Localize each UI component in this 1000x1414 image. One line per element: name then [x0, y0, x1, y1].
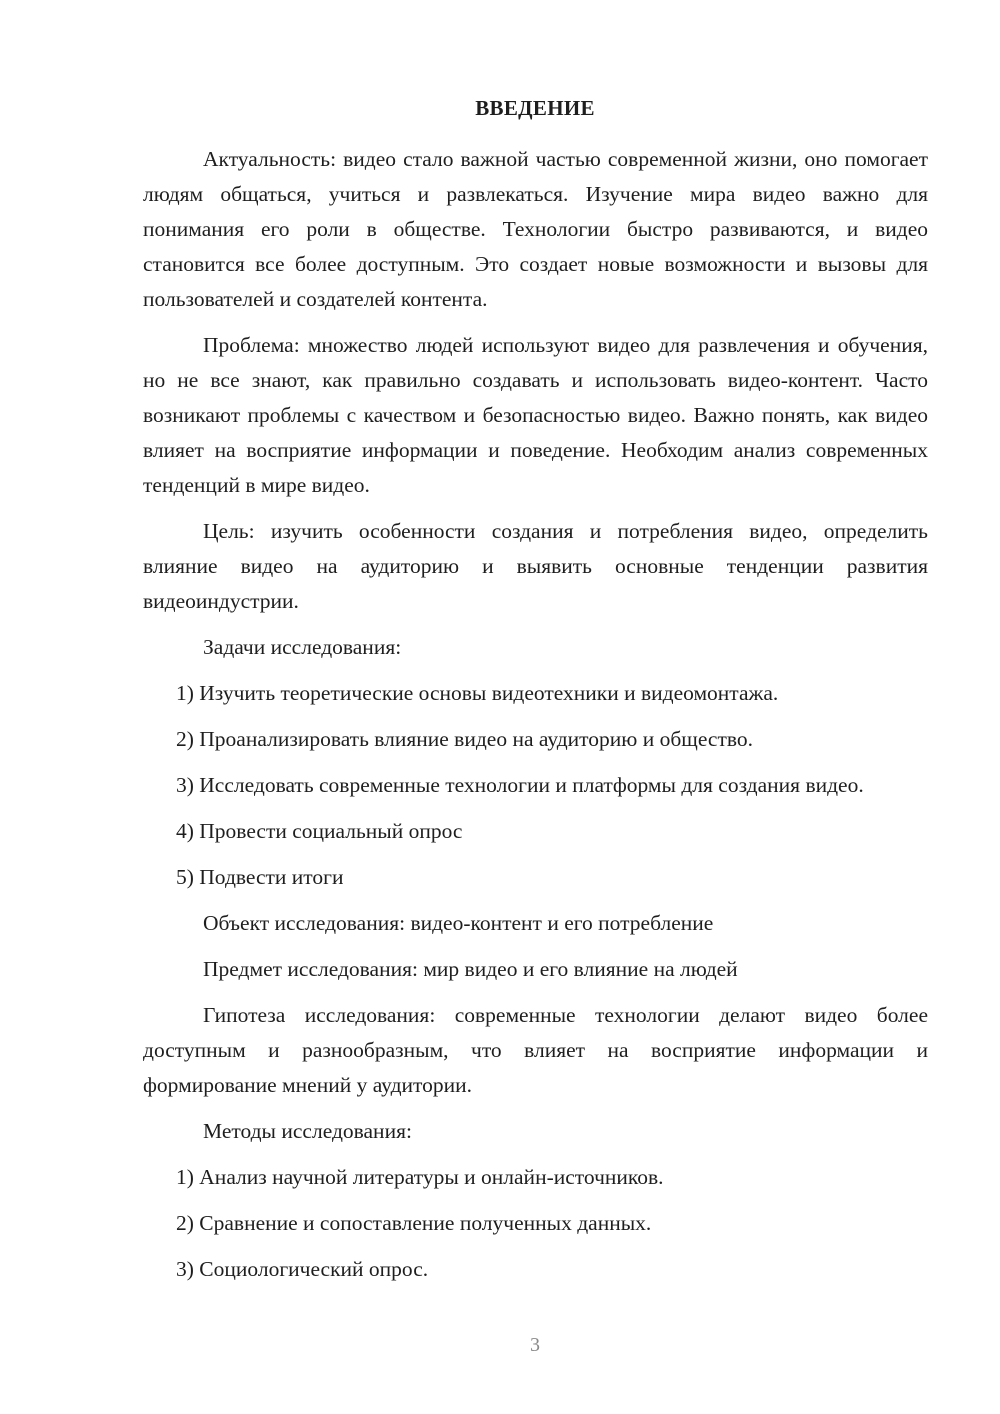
document-body [143, 142, 928, 1298]
task-item-3: 3) Исследовать современные технологии и платформы для создания видео. [176, 773, 864, 797]
task-item-5: 5) Подвести итоги [176, 865, 344, 889]
subject-paragraph: Предмет исследования: мир видео и его влияние на людей [203, 957, 738, 981]
method-item-3: 3) Социологический опрос. [176, 1257, 429, 1281]
problem-paragraph: Проблема: множество людей используют видео для развлечения и обучения, но не все знают, как правильно создавать и использовать видео-контент. Часто возникают проблемы с качеством и безопасностью видео. Важно понять, как видео влияет на восприятие информации и поведение. Необходим анализ современных тенденций в мире видео. [143, 333, 928, 497]
task-item-4: 4) Провести социальный опрос [176, 819, 463, 843]
tasks-heading: Задачи исследования: [203, 635, 402, 659]
relevance-paragraph: Актуальность: видео стало важной частью современной жизни, оно помогает людям общаться, учиться и развлекаться. Изучение мира видео важно для понимания его роли в обществе. Технологии быстро развиваются, и видео становится все более доступным. Это создает новые возможности и вызовы для пользователей и создателей контента. [143, 147, 928, 311]
page-title: ВВЕДЕНИЕ [475, 96, 595, 120]
task-item-1: 1) Изучить теоретические основы видеотехники и видеомонтажа. [176, 681, 779, 705]
hypothesis-paragraph: Гипотеза исследования: современные технологии делают видео более доступным и разнообразным, что влияет на восприятие информации и формирование мнений у аудитории. [143, 1003, 928, 1097]
method-item-1: 1) Анализ научной литературы и онлайн-источников. [176, 1165, 664, 1189]
page-number: 3 [530, 1334, 540, 1356]
method-item-2: 2) Сравнение и сопоставление полученных данных. [176, 1211, 652, 1235]
methods-heading: Методы исследования: [203, 1119, 412, 1143]
object-paragraph: Объект исследования: видео-контент и его потребление [203, 911, 714, 935]
task-item-2: 2) Проанализировать влияние видео на аудиторию и общество. [176, 727, 753, 751]
goal-paragraph: Цель: изучить особенности создания и потребления видео, определить влияние видео на аудиторию и выявить основные тенденции развития видеоиндустрии. [143, 519, 928, 613]
